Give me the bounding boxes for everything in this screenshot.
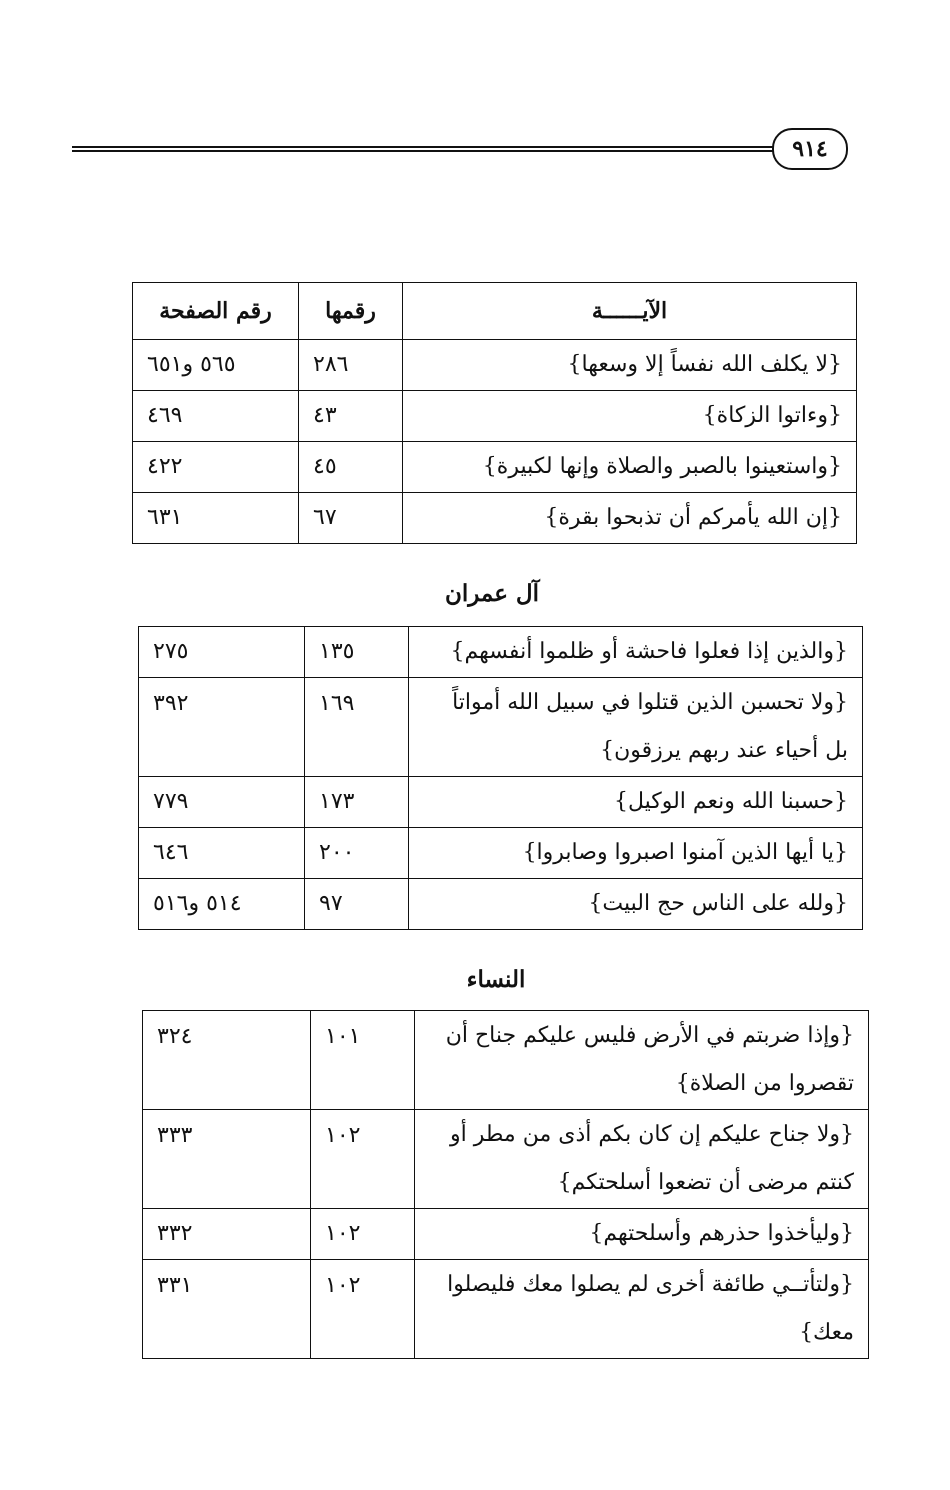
verse-number-cell: ١٠٢ [311,1209,415,1260]
table-row [143,1011,869,1110]
table-row [133,340,857,391]
verse-cell: {واستعينوا بالصبر والصلاة وإنها لكبيرة} [403,442,857,493]
page-header [72,124,852,172]
verse-cell: {وليأخذوا حذرهم وأسلحتهم} [415,1209,869,1260]
table-row [139,777,863,828]
verse-number-cell: ٤٣ [299,391,403,442]
verse-number-cell: ٢٨٦ [299,340,403,391]
table-row [133,442,857,493]
verse-cell: {ولا جناح عليكم إن كان بكم أذى من مطر أو كنتم مرضى أن تضعوا أسلحتكم} [415,1110,869,1209]
page-number-cell: ٥٦٥ و٦٥١ [133,340,299,391]
header-page: رقم الصفحة [133,283,299,340]
verse-number-cell: ١٠٢ [311,1110,415,1209]
table-header-row [133,283,857,340]
verse-table-3 [142,1010,869,1359]
page-number-cell: ٦٤٦ [139,828,305,879]
section-title-an-nisa: النساء [466,966,526,993]
verse-cell: {ولا تحسبن الذين قتلوا في سبيل الله أمواتاً بل أحياء عند ربهم يرزقون} [409,678,863,777]
table-row [143,1110,869,1209]
verse-number-cell: ١٠٢ [311,1260,415,1359]
table-row [139,828,863,879]
header-number: رقمها [299,283,403,340]
verse-number-cell: ١٦٩ [305,678,409,777]
table-row [139,678,863,777]
page-number-cell: ٣٣١ [143,1260,311,1359]
table-row [143,1209,869,1260]
page-number-cell: ٤٦٩ [133,391,299,442]
verse-number-cell: ١٧٣ [305,777,409,828]
verse-number-cell: ٤٥ [299,442,403,493]
verse-cell: {لا يكلف الله نفساً إلا وسعها} [403,340,857,391]
verse-cell: {إن الله يأمركم أن تذبحوا بقرة} [403,493,857,544]
page-number-cell: ٥١٤ و٥١٦ [139,879,305,930]
verse-number-cell: ٩٧ [305,879,409,930]
page-number: ٩١٤ [772,128,848,170]
page-number-cell: ٣٩٢ [139,678,305,777]
verse-table-1 [132,282,857,544]
section-title-al-imran: آل عمران [444,580,540,607]
verse-number-cell: ٢٠٠ [305,828,409,879]
header-rule [72,146,776,152]
page-number-cell: ٢٧٥ [139,627,305,678]
page-number-cell: ٦٣١ [133,493,299,544]
page-number-cell: ٣٢٤ [143,1011,311,1110]
verse-number-cell: ١٠١ [311,1011,415,1110]
page-number-cell: ٧٧٩ [139,777,305,828]
table-row [133,493,857,544]
verse-cell: {وإذا ضربتم في الأرض فليس عليكم جناح أن تقصروا من الصلاة} [415,1011,869,1110]
verse-cell: {والذين إذا فعلوا فاحشة أو ظلموا أنفسهم} [409,627,863,678]
page-number-cell: ٣٣٢ [143,1209,311,1260]
verse-number-cell: ٦٧ [299,493,403,544]
table-row [133,391,857,442]
header-verse: الآيــــــة [403,283,857,340]
verse-cell: {حسبنا الله ونعم الوكيل} [409,777,863,828]
verse-cell: {وءاتوا الزكاة} [403,391,857,442]
verse-table-2 [138,626,863,930]
table-row [139,627,863,678]
verse-cell: {ولله على الناس حج البيت} [409,879,863,930]
page-number-cell: ٣٣٣ [143,1110,311,1209]
table-row [143,1260,869,1359]
verse-cell: {يا أيها الذين آمنوا اصبروا وصابروا} [409,828,863,879]
verse-number-cell: ١٣٥ [305,627,409,678]
verse-cell: {ولتأتــي طائفة أخرى لم يصلوا معك فليصلوا معك} [415,1260,869,1359]
page-number-cell: ٤٢٢ [133,442,299,493]
table-row [139,879,863,930]
